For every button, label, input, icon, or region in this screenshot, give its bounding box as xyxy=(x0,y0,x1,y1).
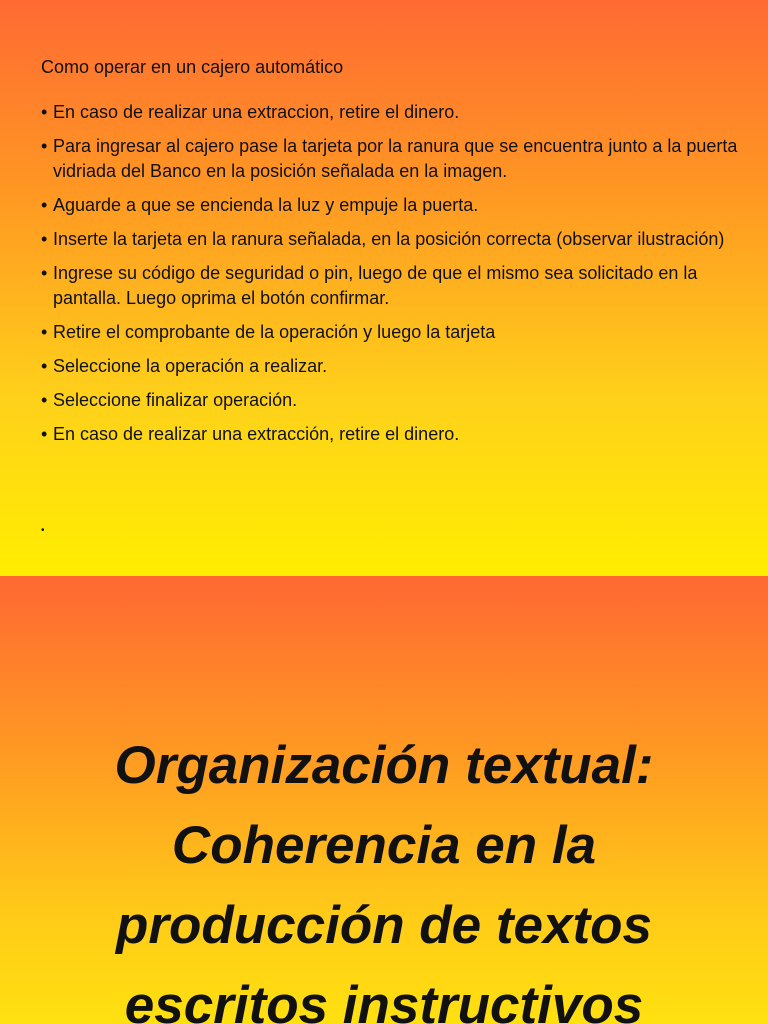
list-item: • Inserte la tarjeta en la ranura señalada, en la posición correcta (observar ilustración) xyxy=(41,227,744,252)
slide-title xyxy=(0,576,768,1024)
list-item: • Retire el comprobante de la operación y luego la tarjeta xyxy=(41,320,744,345)
list-item: • Seleccione finalizar operación. xyxy=(41,388,744,413)
title-line: escritos instructivos xyxy=(124,976,644,1024)
title-line: Organización textual: xyxy=(114,736,654,795)
list-item: • Seleccione la operación a realizar. xyxy=(41,354,744,379)
list-item: • Para ingresar al cajero pase la tarjeta por la ranura que se encuentra junto a la puerta vidriada del Banco en la posición señalada en la imagen. xyxy=(41,134,744,184)
empty-bullet: • xyxy=(41,525,45,536)
list-item: • Ingrese su código de seguridad o pin, luego de que el mismo sea solicitado en la pantalla. Luego oprima el botón confirmar. xyxy=(41,261,744,311)
list-item: • En caso de realizar una extracción, retire el dinero. xyxy=(41,422,744,447)
title-line: producción de textos xyxy=(116,896,652,955)
steps-list xyxy=(41,100,744,447)
title-slide-heading xyxy=(0,726,768,1024)
list-item: • Aguarde a que se encienda la luz y empuje la puerta. xyxy=(41,193,744,218)
list-item: • En caso de realizar una extraccion, retire el dinero. xyxy=(41,100,744,125)
slide-heading: Como operar en un cajero automático xyxy=(41,57,344,77)
title-line: Coherencia en la xyxy=(171,816,597,875)
